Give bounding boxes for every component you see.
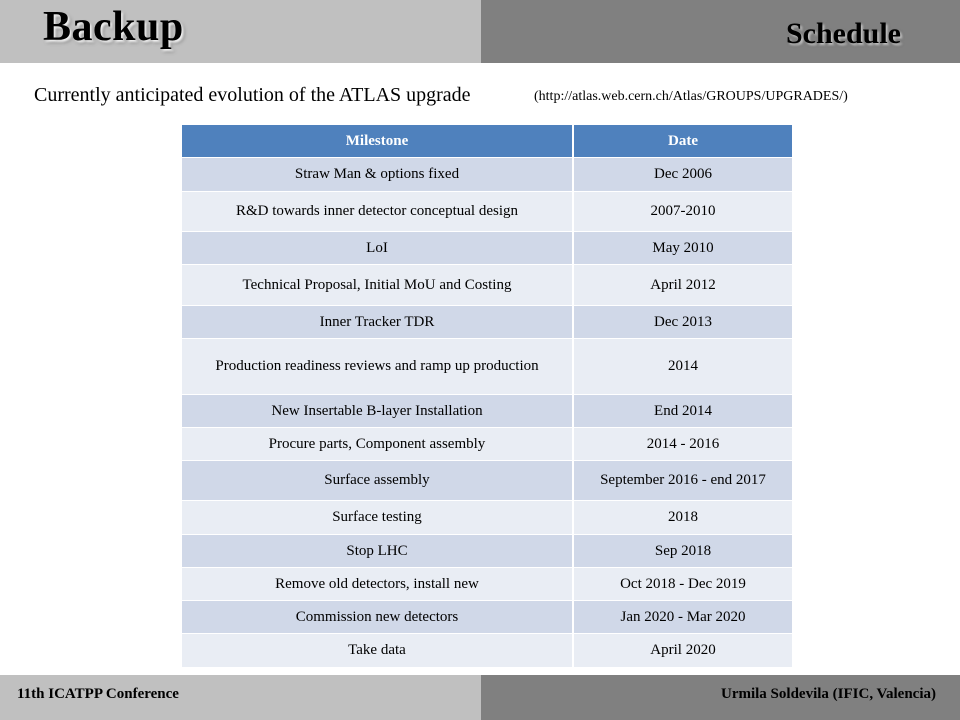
intro-text: Currently anticipated evolution of the ATLAS upgrade	[34, 84, 471, 106]
footer-conference: 11th ICATPP Conference	[17, 686, 179, 702]
date-cell: April 2012	[573, 265, 792, 306]
column-header-date: Date	[573, 125, 792, 158]
slide-title: Backup	[43, 4, 184, 50]
date-cell: Jan 2020 - Mar 2020	[573, 601, 792, 634]
table-row	[182, 232, 792, 265]
intro-url: (http://atlas.web.cern.ch/Atlas/GROUPS/UPGRADES/)	[534, 89, 848, 104]
table-row	[182, 339, 792, 395]
milestone-cell: LoI	[182, 232, 573, 265]
table-row	[182, 634, 792, 667]
table-row	[182, 461, 792, 501]
milestone-cell: Straw Man & options fixed	[182, 158, 573, 192]
table-header-row	[182, 125, 792, 158]
table-row	[182, 501, 792, 535]
column-header-milestone: Milestone	[182, 125, 573, 158]
milestone-cell: Take data	[182, 634, 573, 667]
milestone-cell: Inner Tracker TDR	[182, 306, 573, 339]
table-row	[182, 568, 792, 601]
table-row	[182, 158, 792, 192]
table-row	[182, 535, 792, 568]
milestone-cell: Commission new detectors	[182, 601, 573, 634]
milestone-cell: Surface testing	[182, 501, 573, 535]
milestone-cell: Procure parts, Component assembly	[182, 428, 573, 461]
date-cell: Dec 2013	[573, 306, 792, 339]
table-row	[182, 428, 792, 461]
table-row	[182, 601, 792, 634]
date-cell: April 2020	[573, 634, 792, 667]
date-cell: May 2010	[573, 232, 792, 265]
milestone-table	[182, 125, 792, 667]
slide-subtitle: Schedule	[785, 17, 901, 50]
date-cell: 2014 - 2016	[573, 428, 792, 461]
milestone-cell: Remove old detectors, install new	[182, 568, 573, 601]
table-row	[182, 306, 792, 339]
milestone-cell: Production readiness reviews and ramp up production	[182, 339, 573, 395]
milestone-cell: New Insertable B-layer Installation	[182, 395, 573, 428]
milestone-cell: Surface assembly	[182, 461, 573, 501]
table-row	[182, 395, 792, 428]
intro-line	[34, 84, 848, 107]
date-cell: Sep 2018	[573, 535, 792, 568]
date-cell: 2014	[573, 339, 792, 395]
milestone-cell: R&D towards inner detector conceptual design	[182, 192, 573, 232]
date-cell: 2018	[573, 501, 792, 535]
date-cell: Oct 2018 - Dec 2019	[573, 568, 792, 601]
table-row	[182, 192, 792, 232]
date-cell: Dec 2006	[573, 158, 792, 192]
date-cell: End 2014	[573, 395, 792, 428]
milestone-cell: Stop LHC	[182, 535, 573, 568]
milestone-cell: Technical Proposal, Initial MoU and Costing	[182, 265, 573, 306]
footer-author: Urmila Soldevila (IFIC, Valencia)	[720, 686, 936, 702]
date-cell: 2007-2010	[573, 192, 792, 232]
table-row	[182, 265, 792, 306]
date-cell: September 2016 - end 2017	[573, 461, 792, 501]
